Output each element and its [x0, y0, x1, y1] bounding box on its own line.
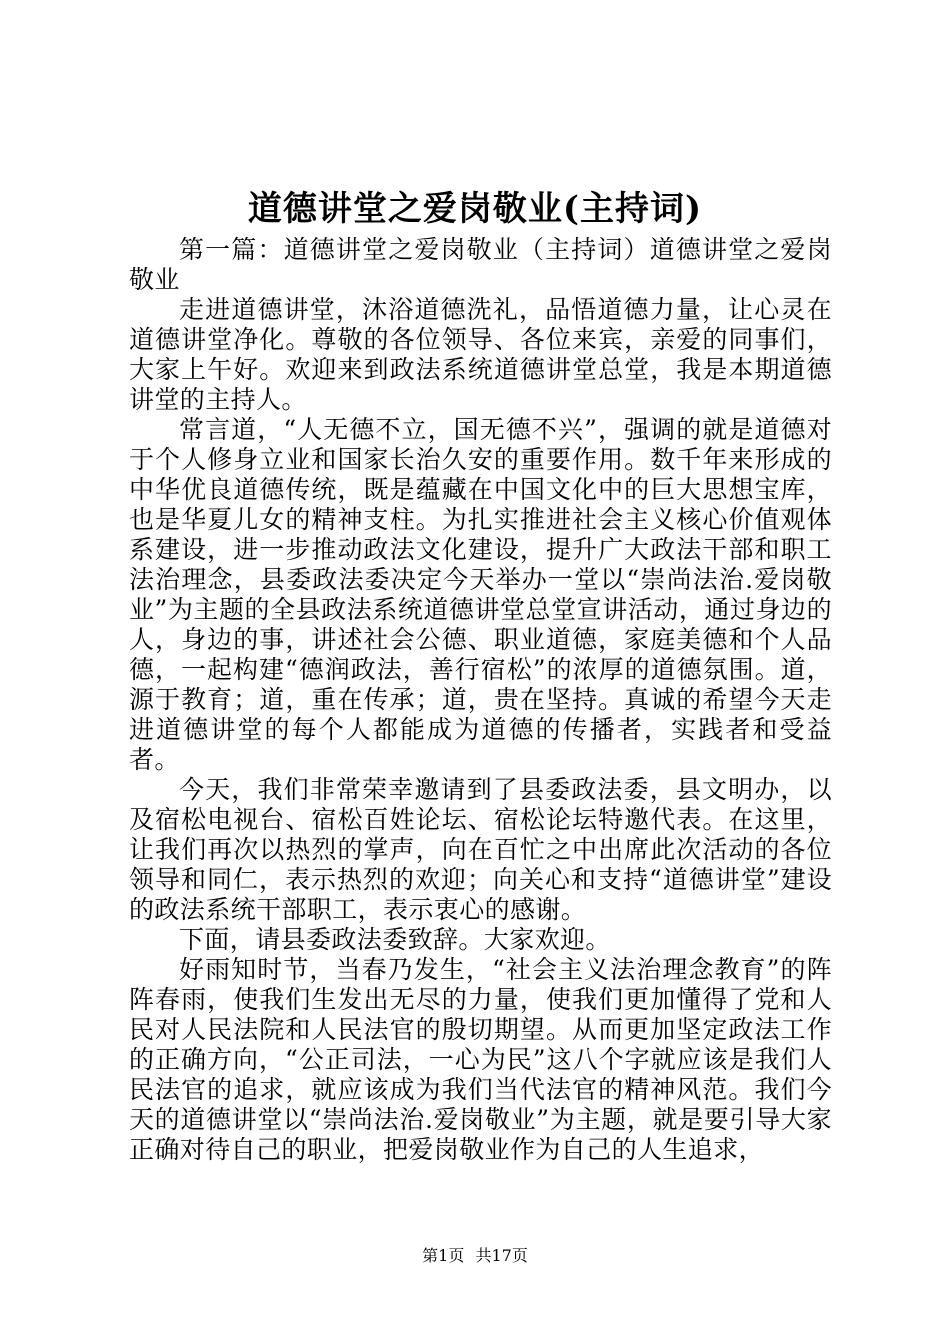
paragraph-6: 好雨知时节，当春乃发生，“社会主义法治理念教育”的阵阵春雨，使我们生发出无尽的力量，使我们更加懂得了党和人民对人民法院和人民法官的殷切期望。从而更加坚定政法工作的正确方向，“公正司法，一心为民”这八个字就应该是我们人民法官的追求，就应该成为我们当代法官的精神风范。我们今天的道德讲堂以“崇尚法治.爱岗敬业”为主题，就是要引导大家正确对待自己的职业，把爱岗敬业作为自己的人生追求， — [129, 955, 832, 1164]
document-body — [129, 235, 832, 1165]
page-total: 共17页 — [475, 1246, 528, 1265]
paragraph-4: 今天，我们非常荣幸邀请到了县委政法委，县文明办，以及宿松电视台、宿松百姓论坛、宿松论坛特邀代表。在这里，让我们再次以热烈的掌声，向在百忙之中出席此次活动的各位领导和同仁，表示热烈的欢迎；向关心和支持“道德讲堂”建设的政法系统干部职工，表示衷心的感谢。 — [129, 775, 832, 924]
page-footer — [0, 1245, 950, 1267]
page-number: 第1页 — [422, 1246, 465, 1265]
document-title: 道德讲堂之爱岗敬业(主持词) — [247, 189, 703, 229]
paragraph-5: 下面，请县委政法委致辞。大家欢迎。 — [179, 925, 611, 954]
paragraph-3: 常言道，“人无德不立，国无德不兴”，强调的就是道德对于个人修身立业和国家长治久安的重要作用。数千年来形成的中华优良道德传统，既是蕴藏在中国文化中的巨大思想宝库，也是华夏儿女的精神支柱。为扎实推进社会主义核心价值观体系建设，进一步推动政法文化建设，提升广大政法干部和职工法治理念，县委政法委决定今天举办一堂以“崇尚法治.爱岗敬业”为主题的全县政法系统道德讲堂总堂宣讲活动，通过身边的人，身边的事，讲述社会公德、职业道德，家庭美德和个人品德，一起构建“德润政法，善行宿松”的浓厚的道德氛围。道，源于教育；道，重在传承；道，贵在坚持。真诚的希望今天走进道德讲堂的每个人都能成为道德的传播者，实践者和受益者。 — [129, 415, 832, 774]
paragraph-2: 走进道德讲堂，沐浴道德洗礼，品悟道德力量，让心灵在道德讲堂净化。尊敬的各位领导、各位来宾，亲爱的同事们，大家上午好。欢迎来到政法系统道德讲堂总堂，我是本期道德讲堂的主持人。 — [129, 295, 832, 414]
paragraph-1: 第一篇：道德讲堂之爱岗敬业（主持词）道德讲堂之爱岗敬业 — [129, 235, 832, 294]
